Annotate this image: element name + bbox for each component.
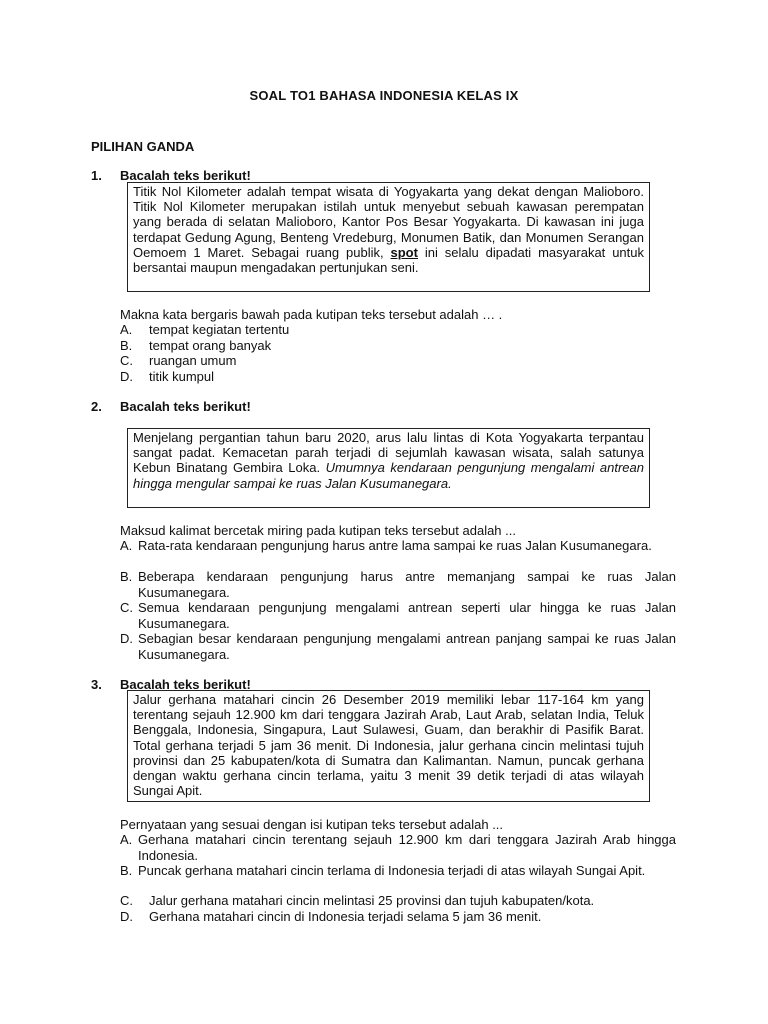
question-2-passage: Menjelang pergantian tahun baru 2020, arus lalu lintas di Kota Yogyakarta terpantau sangat padat. Kemacetan parah terjadi di sejumlah kawasan wisata, salah satunya Kebun Binatang Gembira Loka. Umumnya kendaraan pengunjung mengalami antrean hingga mengular sampai ke ruas Jalan Kusumanegara.	[133, 430, 644, 491]
question-2-passage-box	[127, 428, 650, 508]
question-2-option-a[interactable]: A. Rata-rata kendaraan pengunjung harus antre lama sampai ke ruas Jalan Kusumanegara.	[120, 538, 652, 553]
question-3-option-a[interactable]: A. Gerhana matahari cincin terentang sejauh 12.900 km dari tenggara Jazirah Arab hingga Indonesia.	[120, 832, 676, 863]
question-1-number: 1.	[91, 168, 102, 183]
question-3-passage: Jalur gerhana matahari cincin 26 Desember 2019 memiliki lebar 117-164 km yang terentang sejauh 12.900 km dari tenggara Jazirah Arab, Laut Arab, selatan India, Teluk Benggala, Indonesia, Singapura, Laut Sulawesi, Guam, dan berakhir di Pasifik Barat. Total gerhana terjadi 5 jam 36 menit. Di Indonesia, jalur gerhana cincin melintasi tujuh provinsi dan 25 kabupaten/kota di Sumatra dan Kalimantan. Namun, puncak gerhana dengan waktu gerhana cincin terlama, yaitu 3 menit 39 detik terjadi di atas wilayah Sungai Apit.	[133, 692, 644, 799]
question-3-instruction: Bacalah teks berikut!	[120, 677, 251, 692]
question-1-instruction: Bacalah teks berikut!	[120, 168, 251, 183]
question-1-option-d[interactable]: D. titik kumpul	[120, 369, 215, 384]
question-1-option-b[interactable]: B. tempat orang banyak	[120, 338, 272, 353]
underlined-word: spot	[390, 244, 418, 260]
italic-sentence: Umumnya kendaraan pengunjung mengalami antrean hingga mengular sampai ke ruas Jalan Kusumanegara.	[133, 460, 644, 491]
question-3-passage-box	[127, 690, 650, 802]
question-3-option-d[interactable]: D. Gerhana matahari cincin di Indonesia terjadi selama 5 jam 36 menit.	[120, 909, 542, 924]
question-2-option-b[interactable]: B. Beberapa kendaraan pengunjung harus antre memanjang sampai ke ruas Jalan Kusumanegara.	[120, 569, 676, 600]
question-1-prompt: Makna kata bergaris bawah pada kutipan teks tersebut adalah … .	[120, 307, 503, 322]
question-2-option-d[interactable]: D. Sebagian besar kendaraan pengunjung mengalami antrean panjang sampai ke ruas Jalan Kusumanegara.	[120, 631, 676, 662]
question-3-prompt: Pernyataan yang sesuai dengan isi kutipan teks tersebut adalah ...	[120, 817, 504, 832]
question-1-option-c[interactable]: C. ruangan umum	[120, 353, 237, 368]
question-3-option-c[interactable]: C. Jalur gerhana matahari cincin melintasi 25 provinsi dan tujuh kabupaten/kota.	[120, 893, 595, 908]
question-2-number: 2.	[91, 399, 102, 414]
question-3-option-b[interactable]: B. Puncak gerhana matahari cincin terlama di Indonesia terjadi di atas wilayah Sungai Apit.	[120, 863, 646, 878]
question-1-option-a[interactable]: A. tempat kegiatan tertentu	[120, 322, 290, 337]
question-3-number: 3.	[91, 677, 102, 692]
question-1-passage: Titik Nol Kilometer adalah tempat wisata di Yogyakarta yang dekat dengan Malioboro. Titik Nol Kilometer merupakan istilah untuk menyebut sebuah kawasan perempatan yang berada di selatan Malioboro, Kantor Pos Besar Yogyakarta. Di kawasan ini juga terdapat Gedung Agung, Benteng Vredeburg, Monumen Batik, dan Monumen Serangan Oemoem 1 Maret. Sebagai ruang publik, spot ini selalu dipadati masyarakat untuk bersantai maupun mengadakan pertunjukan seni.	[133, 184, 645, 276]
question-2-option-c[interactable]: C. Semua kendaraan pengunjung mengalami antrean seperti ular hingga ke ruas Jalan Kusumanegara.	[120, 600, 676, 631]
section-heading: PILIHAN GANDA	[91, 139, 195, 154]
document-title: SOAL TO1 BAHASA INDONESIA KELAS IX	[249, 88, 519, 103]
question-2-instruction: Bacalah teks berikut!	[120, 399, 251, 414]
question-1-passage-box	[127, 182, 650, 292]
question-2-prompt: Maksud kalimat bercetak miring pada kutipan teks tersebut adalah ...	[120, 523, 516, 538]
